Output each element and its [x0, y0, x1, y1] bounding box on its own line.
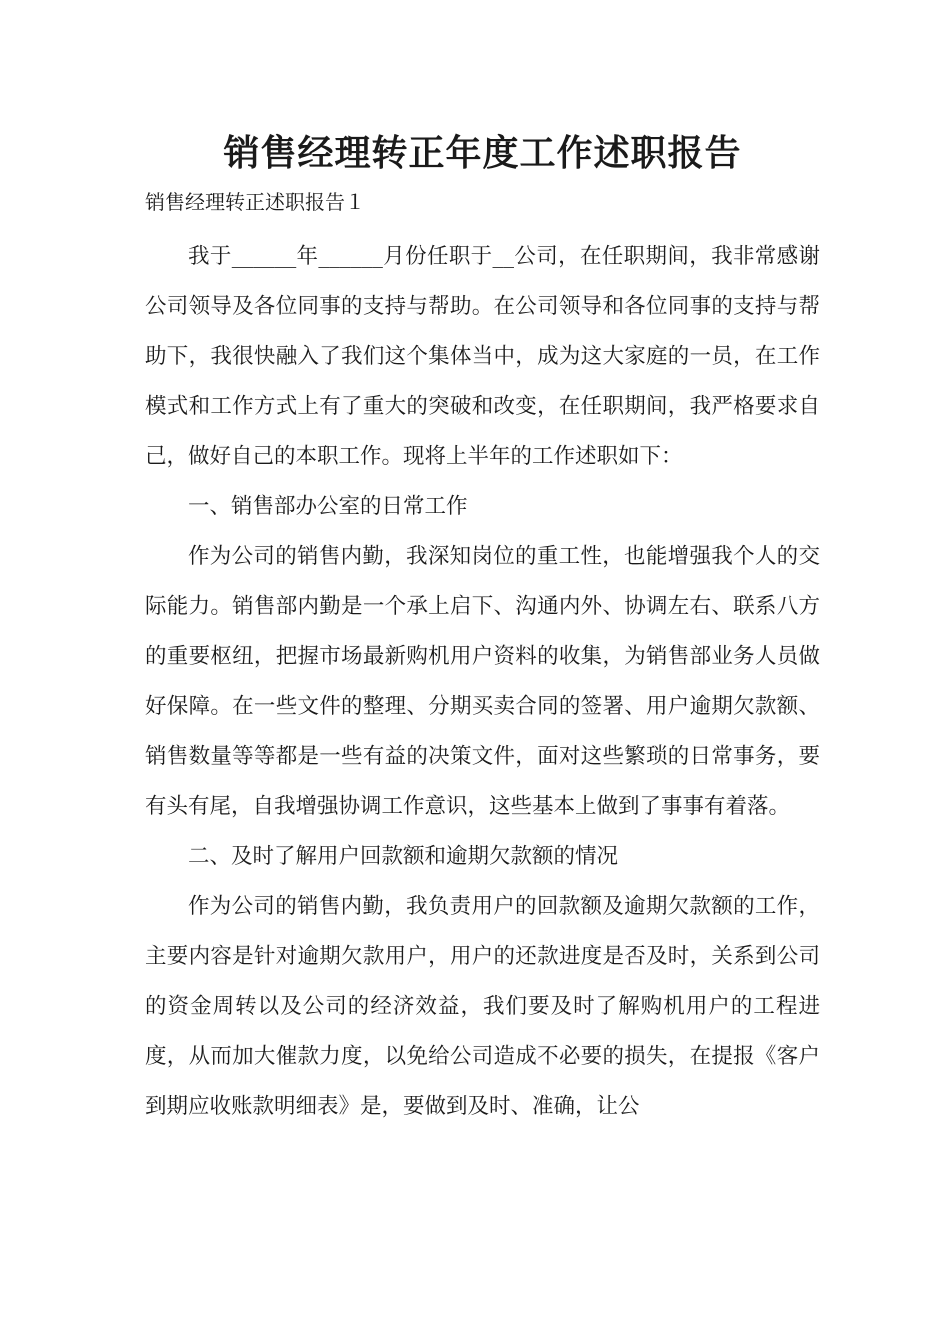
document-title: 销售经理转正年度工作述职报告 — [223, 133, 742, 174]
paragraph-intro: 我于______年______月份任职于__公司，在任职期间，我非常感谢公司领导及各位同事的支持与帮助。在公司领导和各位同事的支持与帮助下，我很快融入了我们这个集体当中，成为这大家庭的一员，在工作模式和工作方式上有了重大的突破和改变，在任职期间，我严格要求自己，做好自己的本职工作。现将上半年的工作述职如下： — [145, 244, 820, 469]
section-heading-2: 二、及时了解用户回款额和逾期欠款额的情况 — [188, 844, 619, 869]
document-subtitle: 销售经理转正述职报告１ — [145, 190, 365, 214]
document-body — [145, 232, 820, 1132]
paragraph-section-1: 作为公司的销售内勤，我深知岗位的重工性，也能增强我个人的交际能力。销售部内勤是一个承上启下、沟通内外、协调左右、联系八方的重要枢纽，把握市场最新购机用户资料的收集，为销售部业务人员做好保障。在一些文件的整理、分期买卖合同的签署、用户逾期欠款额、销售数量等等都是一些有益的决策文件，面对这些繁琐的日常事务，要有头有尾，自我增强协调工作意识，这些基本上做到了事事有着落。 — [145, 544, 820, 819]
paragraph-section-2: 作为公司的销售内勤，我负责用户的回款额及逾期欠款额的工作，主要内容是针对逾期欠款用户，用户的还款进度是否及时，关系到公司的资金周转以及公司的经济效益，我们要及时了解购机用户的工程进度，从而加大催款力度，以免给公司造成不必要的损失，在提报《客户到期应收账款明细表》是，要做到及时、准确，让公 — [145, 894, 820, 1119]
section-heading-1: 一、销售部办公室的日常工作 — [188, 494, 468, 519]
